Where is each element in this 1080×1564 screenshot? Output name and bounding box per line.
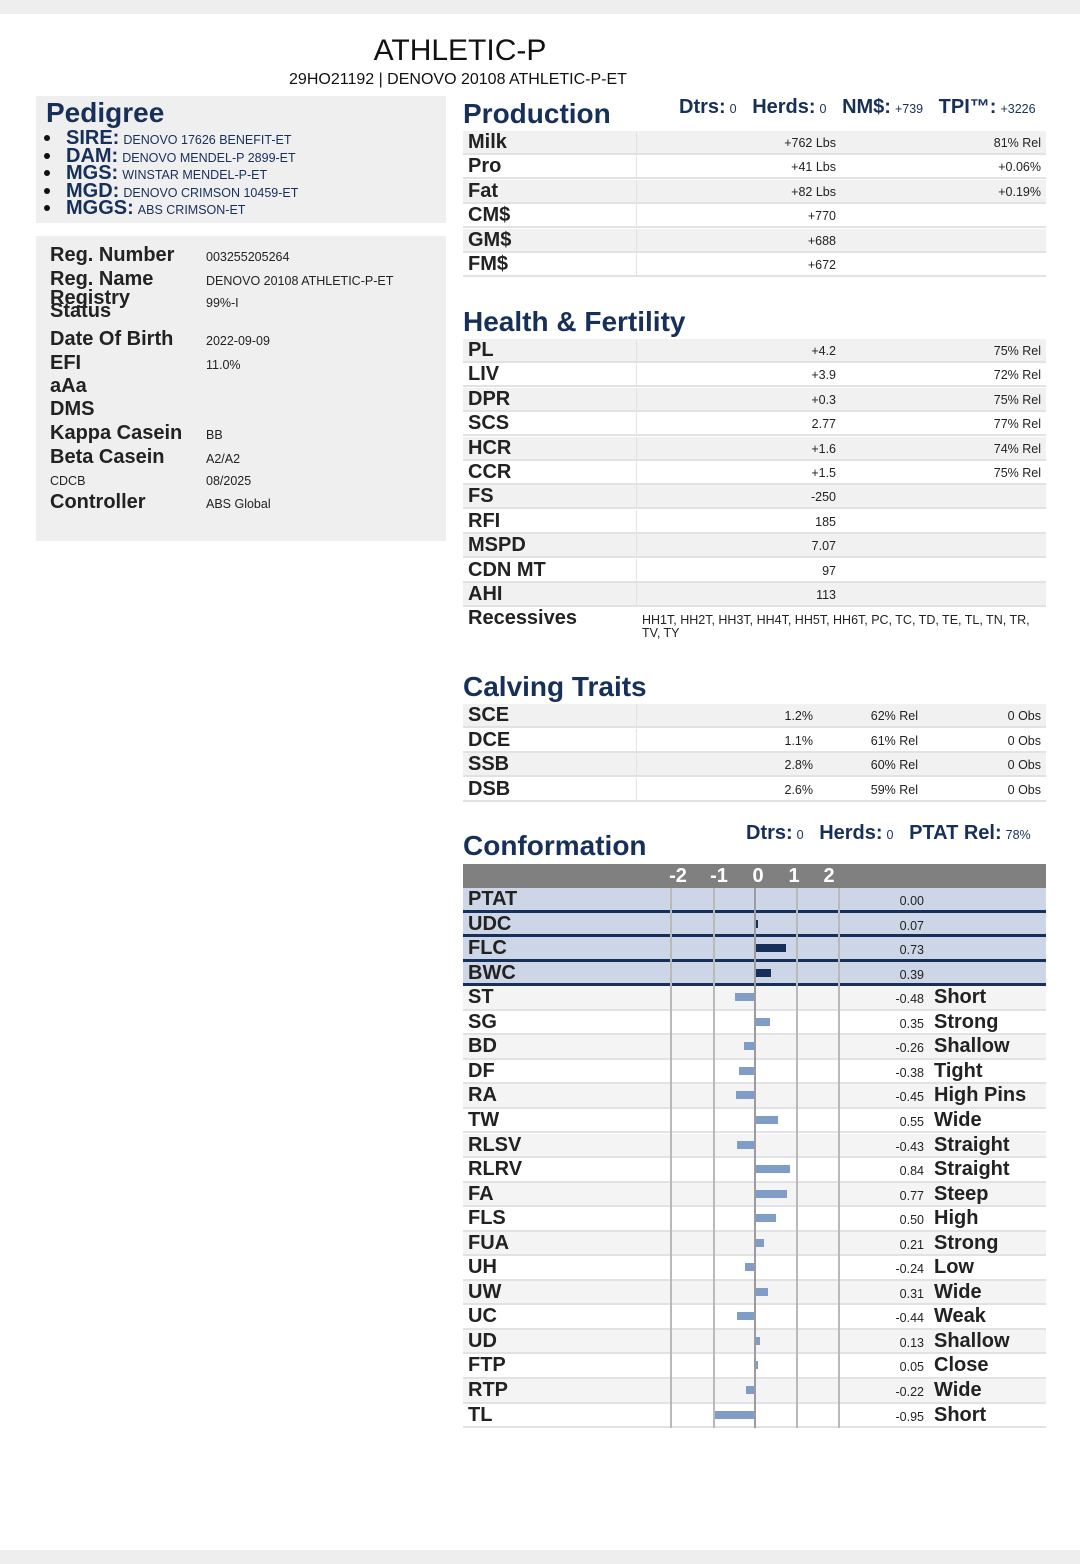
trait-value: -0.48 (895, 992, 924, 1007)
trait-description: Steep (934, 1182, 989, 1205)
row-label: Pro (468, 155, 502, 178)
trait-description: Wide (934, 1108, 982, 1131)
bullet-icon (44, 205, 50, 211)
row-label: DSB (468, 777, 511, 800)
trait-bar (755, 1214, 776, 1222)
column-divider (636, 155, 637, 177)
column-divider (636, 412, 637, 434)
production-row (463, 131, 1046, 155)
trait-label: RLSV (468, 1133, 522, 1156)
top-strip (0, 0, 1080, 14)
trait-value: -0.43 (895, 1139, 924, 1154)
trait-description: Low (934, 1256, 974, 1279)
row-rel: 62% Rel (870, 709, 918, 723)
trait-label: PTAT (468, 888, 518, 910)
trait-label: RA (468, 1084, 497, 1107)
info-label: Reg. Name (50, 268, 154, 290)
row-label: DCE (468, 728, 511, 751)
trait-label: FUA (468, 1231, 510, 1254)
row-value: +762 Lbs (784, 136, 836, 150)
row-extra: 75% Rel (993, 344, 1041, 358)
trait-bar (739, 1067, 755, 1075)
trait-value: -0.26 (895, 1041, 924, 1056)
row-label: HCR (468, 436, 512, 459)
row-value: +0.3 (811, 392, 836, 407)
registration-panel (36, 236, 446, 541)
trait-description: Straight (934, 1158, 1010, 1181)
row-value: 7.07 (811, 539, 836, 554)
scale-gridline (796, 888, 798, 1428)
row-obs: 0 Obs (1007, 782, 1041, 797)
info-value: BB (206, 428, 223, 442)
conformation-scale-header (463, 864, 1046, 888)
column-divider (636, 461, 637, 483)
pedigree-value: DENOVO 17626 BENEFIT-ET (123, 133, 292, 147)
row-label: DPR (468, 387, 511, 410)
bullet-icon (44, 135, 50, 141)
info-label: CDCB (50, 474, 86, 488)
trait-bar (755, 1288, 768, 1296)
info-label: Kappa Casein (50, 422, 183, 444)
pedigree-item-mggs (44, 197, 298, 219)
trait-description: Tight (934, 1059, 983, 1082)
row-label: SCE (468, 704, 510, 726)
row-value: +3.9 (811, 368, 836, 383)
trait-value: 0.50 (899, 1213, 924, 1228)
herds-label: Herds: (819, 822, 883, 844)
trait-bar (755, 1239, 764, 1247)
info-label: Registry Status (50, 287, 131, 322)
row-extra: 81% Rel (993, 136, 1041, 150)
pedigree-label: MGGS: (66, 197, 134, 219)
row-obs: 0 Obs (1007, 709, 1041, 723)
row-label: Milk (468, 131, 507, 153)
trait-bar (736, 1091, 755, 1099)
info-value: 11.0% (206, 358, 241, 372)
production-heading: Production (463, 98, 611, 129)
row-value: 97 (822, 563, 836, 578)
row-obs: 0 Obs (1007, 733, 1041, 748)
row-value: +82 Lbs (791, 184, 836, 199)
trait-value: 0.05 (899, 1360, 924, 1375)
trait-description: Close (934, 1354, 989, 1377)
trait-value: -0.45 (895, 1090, 924, 1105)
row-value: +41 Lbs (791, 160, 836, 175)
scale-gridline (754, 888, 756, 1428)
dtrs-label: Dtrs: (746, 822, 793, 844)
trait-value: 0.31 (899, 1286, 924, 1301)
trait-label: UH (468, 1256, 497, 1279)
column-divider (636, 229, 637, 251)
row-extra: 77% Rel (993, 417, 1041, 432)
column-divider (636, 363, 637, 385)
row-label: CCR (468, 461, 512, 483)
pedigree-label: MGS: (66, 162, 119, 184)
trait-bar (755, 1018, 770, 1026)
trait-label: UC (468, 1305, 497, 1328)
trait-label: BD (468, 1035, 497, 1058)
row-label: CDN MT (468, 558, 546, 581)
bullet-icon (44, 188, 50, 194)
trait-label: BWC (468, 961, 516, 984)
production-row (463, 155, 1046, 179)
trait-description: High (934, 1207, 979, 1230)
info-label: DMS (50, 398, 95, 420)
health-row (463, 559, 1046, 583)
row-value: +1.6 (811, 441, 836, 456)
row-value: +672 (807, 258, 836, 272)
trait-description: Weak (934, 1305, 986, 1328)
scale-gridline (670, 888, 672, 1428)
row-label: PL (468, 339, 494, 361)
trait-description: High Pins (934, 1084, 1027, 1107)
health-row (463, 485, 1046, 509)
recessives-label: Recessives (468, 607, 577, 629)
trait-description: Short (934, 986, 987, 1009)
pedigree-list (44, 127, 299, 219)
column-divider (636, 485, 637, 507)
trait-description: Strong (934, 1231, 999, 1254)
scale-tick-label: 2 (823, 865, 835, 887)
info-label: aAa (50, 375, 87, 397)
trait-value: 0.13 (899, 1335, 924, 1350)
trait-bar (755, 1165, 790, 1173)
trait-bar (715, 1411, 755, 1419)
trait-description: Short (934, 1403, 987, 1426)
health-row (463, 461, 1046, 485)
row-value: 2.8% (784, 758, 813, 772)
production-row (463, 229, 1046, 253)
row-extra: +0.19% (998, 184, 1041, 199)
ptat-rel-value: 78% (1005, 828, 1031, 842)
calving-row (463, 778, 1046, 802)
trait-value: 0.39 (899, 967, 924, 982)
row-value: 1.1% (784, 733, 813, 748)
info-value: 003255205264 (206, 250, 290, 264)
row-rel: 59% Rel (870, 782, 918, 797)
trait-bar (735, 993, 755, 1001)
row-label: SSB (468, 753, 510, 775)
nm-label: NM$: (842, 96, 891, 118)
row-label: FM$ (468, 253, 508, 275)
trait-value: -0.24 (895, 1262, 924, 1277)
column-divider (636, 437, 637, 459)
health-row (463, 437, 1046, 461)
nm-value: +739 (894, 102, 924, 116)
pedigree-value: DENOVO MENDEL-P 2899-ET (122, 150, 296, 165)
column-divider (636, 131, 637, 153)
trait-value: -0.38 (895, 1065, 924, 1080)
trait-bar (755, 969, 771, 977)
row-obs: 0 Obs (1007, 758, 1041, 772)
row-label: MSPD (468, 534, 526, 557)
scale-tick-label: -1 (710, 865, 728, 887)
calving-heading: Calving Traits (463, 671, 647, 702)
trait-description: Wide (934, 1379, 982, 1401)
row-value: +688 (807, 233, 836, 248)
column-divider (636, 704, 637, 726)
trait-label: UDC (468, 912, 512, 935)
trait-value: 0.84 (899, 1164, 924, 1179)
trait-label: FTP (468, 1354, 506, 1377)
trait-value: -0.22 (895, 1385, 924, 1399)
pedigree-value: WINSTAR MENDEL-P-ET (122, 168, 268, 182)
trait-label: FLC (468, 937, 507, 960)
calving-row (463, 753, 1046, 777)
trait-bar (755, 1116, 778, 1124)
trait-description: Shallow (934, 1329, 1010, 1352)
row-rel: 60% Rel (870, 758, 918, 772)
health-row (463, 388, 1046, 412)
pedigree-label: MGD: (66, 179, 120, 202)
pedigree-label: SIRE: (66, 127, 120, 149)
row-value: 2.6% (784, 782, 813, 797)
info-value: DENOVO 20108 ATHLETIC-P-ET (206, 274, 394, 288)
bottom-strip (0, 1550, 1080, 1564)
scale-gridline (838, 888, 840, 1428)
trait-label: TW (468, 1108, 500, 1131)
info-label: Date Of Birth (50, 328, 174, 350)
page-title: ATHLETIC-P (373, 34, 547, 67)
scale-tick-label: 1 (788, 865, 800, 887)
trait-value: 0.73 (899, 943, 924, 958)
info-value: 2022-09-09 (206, 334, 270, 348)
scale-tick-label: 0 (752, 865, 764, 887)
row-value: 113 (816, 588, 836, 602)
row-extra: 75% Rel (993, 466, 1041, 480)
trait-label: FA (468, 1182, 494, 1205)
herds-label: Herds: (752, 96, 816, 118)
bullet-icon (44, 170, 50, 176)
bullet-icon (44, 153, 50, 159)
trait-value: 0.07 (899, 918, 924, 933)
column-divider (636, 253, 637, 275)
conformation-heading: Conformation (463, 830, 647, 861)
trait-value: -0.44 (895, 1311, 924, 1326)
info-value: 99%-I (206, 296, 239, 310)
pedigree-label: DAM: (66, 144, 119, 167)
trait-label: UW (468, 1280, 502, 1303)
row-label: CM$ (468, 204, 511, 227)
dtrs-value: 0 (729, 102, 737, 116)
column-divider (636, 534, 637, 556)
trait-value: 0.00 (899, 894, 924, 908)
trait-bar (737, 1312, 755, 1320)
row-value: 2.77 (811, 417, 836, 432)
row-label: LIV (468, 363, 500, 386)
row-label: SCS (468, 412, 510, 435)
row-value: +770 (807, 209, 836, 224)
health-heading: Health & Fertility (463, 306, 686, 337)
info-label: Beta Casein (50, 446, 165, 468)
trait-description: Straight (934, 1133, 1010, 1156)
column-divider (636, 388, 637, 410)
tpi-label: TPI™: (938, 96, 997, 118)
trait-label: RLRV (468, 1158, 523, 1181)
trait-description: Strong (934, 1010, 999, 1033)
tpi-value: +3226 (1000, 102, 1036, 116)
trait-label: TL (468, 1403, 493, 1426)
row-value: +4.2 (811, 344, 836, 358)
row-label: Fat (468, 179, 498, 202)
trait-bar (755, 944, 786, 952)
trait-label: ST (468, 986, 494, 1009)
row-value: 1.2% (784, 709, 813, 723)
production-row (463, 180, 1046, 204)
pedigree-panel (36, 96, 446, 223)
info-label: EFI (50, 352, 82, 374)
row-extra: 75% Rel (993, 392, 1041, 407)
info-value: 08/2025 (206, 474, 252, 488)
trait-value: 0.35 (899, 1016, 924, 1031)
herds-value: 0 (819, 102, 827, 116)
column-divider (636, 729, 637, 751)
trait-label: SG (468, 1010, 497, 1033)
row-extra: 74% Rel (993, 441, 1041, 456)
column-divider (636, 778, 637, 800)
calving-row (463, 704, 1046, 728)
production-row (463, 253, 1046, 277)
column-divider (636, 339, 637, 361)
health-row (463, 510, 1046, 534)
column-divider (636, 510, 637, 532)
trait-label: DF (468, 1059, 495, 1082)
trait-bar (737, 1141, 755, 1149)
dtrs-label: Dtrs: (679, 96, 726, 118)
herds-value: 0 (886, 828, 894, 842)
trait-label: FLS (468, 1207, 506, 1230)
info-value: ABS Global (206, 497, 271, 511)
production-row (463, 204, 1046, 228)
info-label: Reg. Number (50, 244, 175, 266)
column-divider (636, 559, 637, 581)
ptat-rel-label: PTAT Rel: (909, 822, 1002, 844)
row-label: GM$ (468, 228, 512, 251)
info-value: A2/A2 (206, 452, 241, 466)
row-value: -250 (810, 490, 836, 505)
health-row (463, 412, 1046, 436)
dtrs-value: 0 (796, 828, 804, 842)
row-label: RFI (468, 509, 501, 532)
column-divider (636, 753, 637, 775)
trait-value: -0.95 (895, 1409, 924, 1424)
row-label: AHI (468, 583, 503, 605)
row-value: +1.5 (811, 466, 836, 480)
page-subtitle: 29HO21192 | DENOVO 20108 ATHLETIC-P-ET (289, 71, 627, 88)
row-extra: +0.06% (998, 160, 1041, 175)
scale-gridline (713, 888, 715, 1428)
row-rel: 61% Rel (870, 733, 918, 748)
pedigree-heading: Pedigree (46, 97, 165, 128)
trait-description: Shallow (934, 1035, 1010, 1058)
health-row (463, 583, 1046, 607)
health-row (463, 534, 1046, 558)
column-divider (636, 204, 637, 226)
row-label: FS (468, 485, 494, 508)
conformation-stats (746, 822, 1031, 845)
production-stats (679, 96, 1036, 119)
pedigree-value: ABS CRIMSON-ET (137, 203, 246, 217)
column-divider (636, 180, 637, 202)
trait-description: Wide (934, 1280, 982, 1303)
trait-bar (755, 1190, 787, 1198)
trait-label: UD (468, 1329, 497, 1352)
row-extra: 72% Rel (993, 368, 1041, 383)
calving-row (463, 729, 1046, 753)
trait-label: RTP (468, 1379, 508, 1401)
row-value: 185 (815, 514, 836, 529)
recessives-value: HH1T, HH2T, HH3T, HH4T, HH5T, HH6T, PC, TC, TD, TE, TL, TN, TR, TV, TY (642, 613, 1030, 640)
health-row (463, 339, 1046, 363)
health-row (463, 363, 1046, 387)
trait-value: 0.77 (899, 1188, 924, 1203)
trait-value: 0.55 (899, 1114, 924, 1129)
pedigree-value: DENOVO CRIMSON 10459-ET (123, 185, 299, 200)
info-label: Controller (50, 491, 146, 513)
column-divider (636, 583, 637, 605)
scale-tick-label: -2 (669, 865, 687, 887)
trait-value: 0.21 (899, 1237, 924, 1252)
